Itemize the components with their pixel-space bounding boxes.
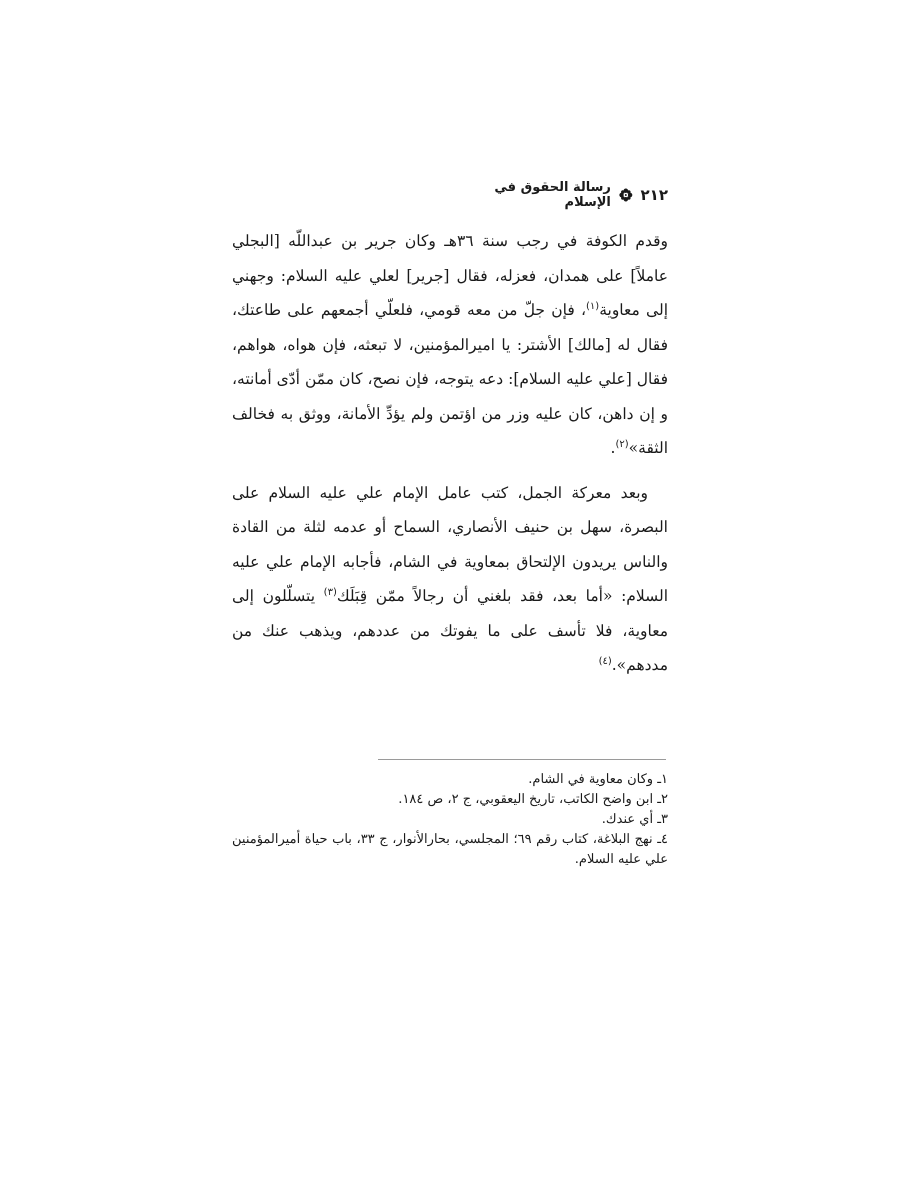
footnote-divider	[378, 759, 666, 760]
footnote: ٢ـ ابن واضح الكاتب، تاريخ اليعقوبي، ج ٢، ص ١٨٤.	[398, 792, 668, 807]
footnote: ٣ـ أي عندك.	[601, 812, 668, 827]
footnote: ٤ـ نهج البلاغة، كتاب رقم ٦٩؛ المجلسي، بحارالأنوار، ج ٣٣، باب حياة أميرالمؤمنين علي عليه السلام.	[232, 832, 668, 867]
main-text	[232, 224, 668, 683]
paragraph	[232, 476, 668, 683]
footnote: ١ـ وكان معاوية في الشام.	[528, 772, 668, 787]
flower-ornament-icon	[619, 187, 633, 203]
paragraph-text: .	[610, 439, 616, 457]
running-header	[468, 180, 668, 210]
footnotes	[232, 770, 668, 870]
paragraph-text: يتسلّلون إلى معاوية، فلا تأسف على ما يفوتك من عددهم، ويذهب عنك من مددهم».	[232, 587, 668, 674]
book-title: رسالة الحقوق في الإسلام	[494, 180, 611, 210]
footnote-reference: (١)	[586, 300, 600, 312]
paragraph-text: وقدم الكوفة في رجب سنة ٣٦هـ وكان جرير بن عبداللّه [البجلي عاملاً] على همدان، فعزله، فقال [جرير] لعلي عليه السلام: وجهني إلى معاوية	[232, 232, 669, 319]
footnote-reference: (٤)	[598, 655, 612, 667]
paragraph-text: ، فإن جلّ من معه قومي، فلعلّي أجمعهم على طاعتك، فقال له [مالك] الأشتر: يا اميرالمؤمنين، لا تبعثه، فإن هواه، هواهم، فقال [علي عليه السلام]: دعه يتوجه، فإن نصح، كان ممّن أدّى أمانته، و إن داهن، كان عليه وزر من اؤتمن ولم يؤدِّ الأمانة، ووثق به فخالف الثقة»	[232, 301, 668, 457]
paragraph-text: وبعد معركة الجمل، كتب عامل الإمام علي عليه السلام على البصرة، سهل بن حنيف الأنصاري، السماح أو عدمه لثلة من القادة والناس يريدون الإلتحاق بمعاوية في الشام، فأجابه الإمام علي عليه السلام: «أما بعد، فقد بلغني أن رجالاً ممّن قِبَلَك	[232, 483, 668, 605]
footnote-reference: (٢)	[615, 438, 629, 450]
page-number: ٢١٢	[640, 186, 668, 204]
footnote-reference: (٣)	[323, 586, 337, 598]
paragraph	[232, 224, 668, 466]
